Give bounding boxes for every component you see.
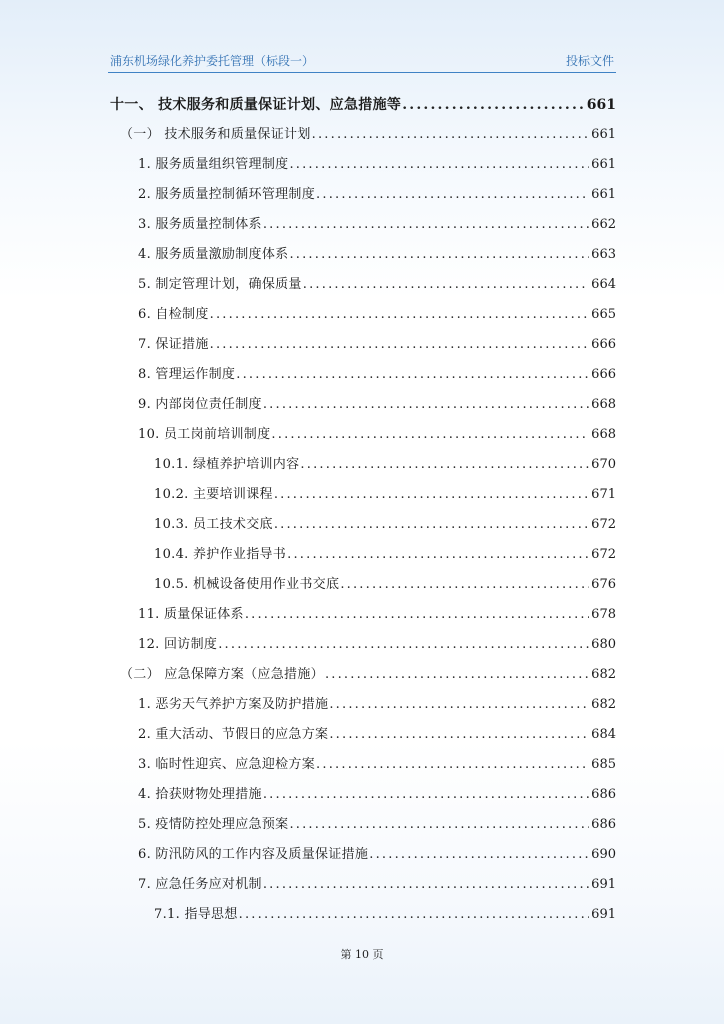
toc-leader-dots bbox=[217, 636, 589, 654]
toc-leader-dots bbox=[273, 516, 589, 534]
toc-entry[interactable] bbox=[154, 510, 616, 534]
toc-entry-title: 2. 重大活动、节假日的应急方案 bbox=[138, 727, 329, 742]
toc-leader-dots bbox=[401, 96, 585, 114]
toc-entry-title: 11. 质量保证体系 bbox=[138, 607, 244, 622]
toc-leader-dots bbox=[315, 186, 589, 204]
toc-leader-dots bbox=[368, 846, 589, 864]
toc-entry[interactable] bbox=[138, 600, 616, 624]
toc-entry[interactable] bbox=[138, 870, 616, 894]
toc-entry-title: 10.2. 主要培训课程 bbox=[154, 487, 273, 502]
toc-entry-title: 5. 制定管理计划，确保质量 bbox=[138, 277, 302, 292]
toc-leader-dots bbox=[339, 576, 589, 594]
page-number: 第 10 页 bbox=[340, 948, 384, 961]
toc-entry[interactable] bbox=[138, 210, 616, 234]
toc-entry-title: 10.5. 机械设备使用作业书交底 bbox=[154, 577, 340, 592]
toc-leader-dots bbox=[262, 786, 589, 804]
toc-entry-title: 6. 防汛防风的工作内容及质量保证措施 bbox=[138, 847, 369, 862]
toc-leader-dots bbox=[262, 216, 589, 234]
toc-entry[interactable] bbox=[154, 900, 616, 924]
toc-entry[interactable] bbox=[138, 300, 616, 324]
toc-leader-dots bbox=[324, 666, 589, 684]
toc-entry-page: 682 bbox=[591, 667, 616, 682]
toc-entry[interactable] bbox=[138, 330, 616, 354]
toc-entry[interactable] bbox=[138, 270, 616, 294]
toc-entry-page: 678 bbox=[591, 607, 616, 622]
toc-entry-page: 661 bbox=[591, 127, 616, 142]
toc-leader-dots bbox=[315, 756, 589, 774]
toc-entry-page: 684 bbox=[591, 727, 616, 742]
toc-leader-dots bbox=[262, 396, 589, 414]
toc-entry[interactable] bbox=[138, 840, 616, 864]
toc-leader-dots bbox=[209, 306, 590, 324]
toc-entry[interactable] bbox=[138, 690, 616, 714]
toc-leader-dots bbox=[235, 366, 589, 384]
toc-entry-page: 663 bbox=[591, 247, 616, 262]
toc-leader-dots bbox=[328, 726, 589, 744]
toc-entry-title: 1. 服务质量组织管理制度 bbox=[138, 157, 289, 172]
toc-leader-dots bbox=[288, 816, 589, 834]
toc-entry-page: 661 bbox=[591, 187, 616, 202]
toc-entry-title: 12. 回访制度 bbox=[138, 637, 218, 652]
toc-entry[interactable] bbox=[120, 660, 616, 684]
toc-entry-title: 3. 服务质量控制体系 bbox=[138, 217, 262, 232]
toc-entry-page: 662 bbox=[591, 217, 616, 232]
toc-entry-title: 2. 服务质量控制循环管理制度 bbox=[138, 187, 316, 202]
toc-entry-title: 10.3. 员工技术交底 bbox=[154, 517, 273, 532]
toc-leader-dots bbox=[328, 696, 589, 714]
toc-entry-page: 686 bbox=[591, 787, 616, 802]
toc-entry-title: （二） 应急保障方案（应急措施） bbox=[120, 667, 324, 682]
toc-entry-page: 685 bbox=[591, 757, 616, 772]
toc-entry-title: 7. 应急任务应对机制 bbox=[138, 877, 262, 892]
toc-entry-title: 5. 疫情防控处理应急预案 bbox=[138, 817, 289, 832]
toc-entry[interactable] bbox=[138, 780, 616, 804]
toc-entry-title: 3. 临时性迎宾、应急迎检方案 bbox=[138, 757, 316, 772]
toc-entry-page: 680 bbox=[591, 637, 616, 652]
toc-entry-page: 665 bbox=[591, 307, 616, 322]
toc-entry[interactable] bbox=[138, 150, 616, 174]
toc-entry-page: 666 bbox=[591, 337, 616, 352]
toc-entry[interactable] bbox=[138, 630, 616, 654]
toc-entry[interactable] bbox=[138, 720, 616, 744]
toc-entry-page: 672 bbox=[591, 547, 616, 562]
toc-entry-page: 682 bbox=[591, 697, 616, 712]
toc-entry-title: 4. 服务质量激励制度体系 bbox=[138, 247, 289, 262]
toc-entry[interactable] bbox=[138, 750, 616, 774]
toc-entry-title: 十一、 技术服务和质量保证计划、应急措施等 bbox=[110, 97, 402, 113]
toc-entry-title: 6. 自检制度 bbox=[138, 307, 209, 322]
toc-entry[interactable] bbox=[120, 120, 616, 144]
toc-entry-page: 671 bbox=[591, 487, 616, 502]
toc-leader-dots bbox=[288, 156, 589, 174]
toc-entry-page: 666 bbox=[591, 367, 616, 382]
toc-entry[interactable] bbox=[138, 420, 616, 444]
toc-entry[interactable] bbox=[138, 810, 616, 834]
toc-entry[interactable] bbox=[138, 390, 616, 414]
toc-entry-page: 672 bbox=[591, 517, 616, 532]
header-title: 浦东机场绿化养护委托管理（标段一） bbox=[110, 54, 315, 68]
toc-leader-dots bbox=[270, 426, 589, 444]
toc-entry-title: 10.1. 绿植养护培训内容 bbox=[154, 457, 300, 472]
toc-leader-dots bbox=[244, 606, 589, 624]
toc-entry-title: 10.4. 养护作业指导书 bbox=[154, 547, 287, 562]
toc-entry[interactable] bbox=[154, 570, 616, 594]
toc-entry-page: 661 bbox=[586, 97, 616, 113]
toc-entry-page: 691 bbox=[591, 877, 616, 892]
toc-entry-page: 668 bbox=[591, 427, 616, 442]
toc-leader-dots bbox=[209, 336, 590, 354]
toc-entry-title: （一） 技术服务和质量保证计划 bbox=[120, 127, 311, 142]
toc-leader-dots bbox=[299, 456, 589, 474]
toc-entry[interactable] bbox=[154, 450, 616, 474]
toc-entry-title: 10. 员工岗前培训制度 bbox=[138, 427, 271, 442]
toc-leader-dots bbox=[288, 246, 589, 264]
toc-leader-dots bbox=[238, 906, 590, 924]
toc-entry-page: 661 bbox=[591, 157, 616, 172]
toc-entry-page: 670 bbox=[591, 457, 616, 472]
toc-entry-page: 668 bbox=[591, 397, 616, 412]
toc-entry[interactable] bbox=[138, 360, 616, 384]
toc-entry-page: 676 bbox=[591, 577, 616, 592]
toc-entry-page: 686 bbox=[591, 817, 616, 832]
toc-entry[interactable] bbox=[138, 240, 616, 264]
toc-entry-title: 4. 拾获财物处理措施 bbox=[138, 787, 262, 802]
toc-leader-dots bbox=[262, 876, 589, 894]
toc-entry-title: 7. 保证措施 bbox=[138, 337, 209, 352]
toc-leader-dots bbox=[311, 126, 590, 144]
page-header bbox=[108, 50, 616, 73]
toc-entry-title: 1. 恶劣天气养护方案及防护措施 bbox=[138, 697, 329, 712]
toc-entry-title: 8. 管理运作制度 bbox=[138, 367, 236, 382]
toc-entry[interactable] bbox=[154, 540, 616, 564]
toc-entry-title: 9. 内部岗位责任制度 bbox=[138, 397, 262, 412]
toc-entry[interactable] bbox=[138, 180, 616, 204]
toc-leader-dots bbox=[302, 276, 589, 294]
toc-entry-page: 691 bbox=[591, 907, 616, 922]
toc-leader-dots bbox=[273, 486, 589, 504]
toc-entry[interactable] bbox=[154, 480, 616, 504]
header-doc-type: 投标文件 bbox=[565, 54, 614, 68]
toc-entry-page: 664 bbox=[591, 277, 616, 292]
toc-entry[interactable] bbox=[110, 90, 616, 114]
toc-entry-title: 7.1. 指导思想 bbox=[154, 907, 238, 922]
toc-leader-dots bbox=[286, 546, 589, 564]
toc-entry-page: 690 bbox=[591, 847, 616, 862]
